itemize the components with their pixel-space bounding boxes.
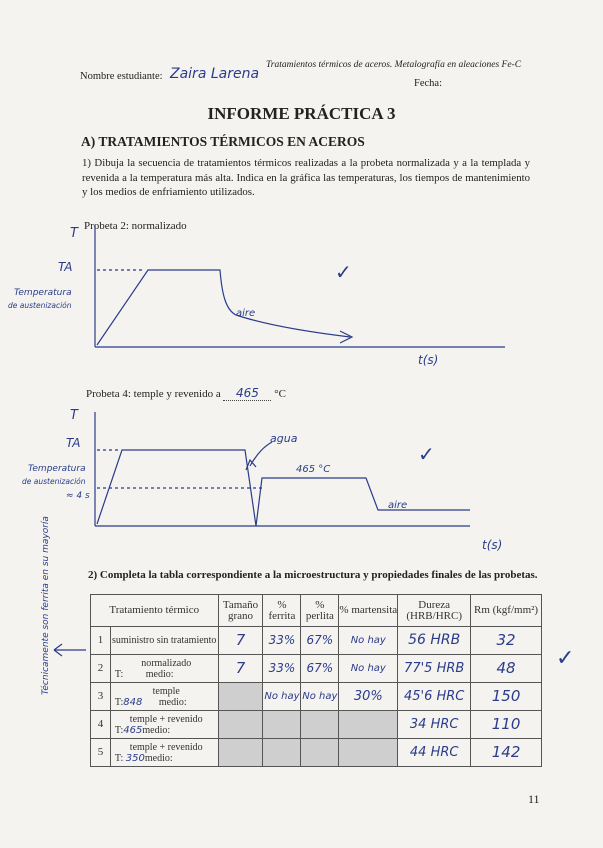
- row-treatment: normalizado: [141, 657, 192, 669]
- row-treatment: temple + revenido: [129, 741, 203, 753]
- graph1-medium: aire: [236, 308, 256, 319]
- graph2-side-note-1: Temperatura: [28, 464, 86, 474]
- margin-arrow: [50, 630, 90, 660]
- cell-grain: 7: [218, 655, 263, 683]
- page-number: 11: [528, 792, 540, 806]
- table-row: [91, 711, 542, 739]
- question-2: 2) Completa la tabla correspondiente a la microestructura y propiedades finales de las probetas.: [88, 569, 538, 581]
- graph2-caption-value: 465: [223, 386, 271, 401]
- row-treatment-cell: [110, 683, 218, 711]
- cell-ferrita: [263, 711, 301, 739]
- graph2-x-label: t(s): [482, 538, 503, 552]
- graph1-curve: [97, 270, 350, 345]
- row-t-label: T:: [114, 724, 124, 736]
- graph2-ta-label: TA: [66, 436, 81, 450]
- row-t-value: 350: [125, 752, 145, 764]
- graph2-agua-arrow: [250, 442, 272, 466]
- date-label: Fecha:: [414, 78, 442, 89]
- graph2-medium-1: agua: [270, 432, 298, 445]
- cell-dureza: 44 HRC: [398, 739, 471, 767]
- row-number: 4: [91, 711, 111, 739]
- row-t-value: 848: [123, 696, 143, 708]
- row-treatment-cell: [110, 655, 218, 683]
- header-martensita: % martensita: [339, 595, 398, 627]
- header-perlita: % perlita: [301, 595, 339, 627]
- cell-ferrita: No hay: [263, 683, 301, 711]
- row2-check-icon: ✓: [556, 646, 575, 671]
- cell-dureza: 45'6 HRC: [398, 683, 471, 711]
- cell-ferrita: [263, 739, 301, 767]
- cell-rm: 110: [471, 711, 542, 739]
- cell-dureza: 56 HRB: [398, 627, 471, 655]
- graph2-temp-label: 465 °C: [296, 464, 331, 475]
- graph2-caption-prefix: Probeta 4: temple y revenido a: [86, 388, 221, 400]
- student-name: Zaira Larena: [170, 66, 260, 82]
- cell-rm: 48: [471, 655, 542, 683]
- cell-martensita: [339, 711, 398, 739]
- graph2-y-label: T: [70, 408, 78, 423]
- row-medio-label: medio:: [145, 668, 174, 680]
- graph1-caption: Probeta 2: normalizado: [84, 220, 187, 232]
- graph1-y-label: T: [70, 226, 78, 241]
- graph2-plot: [0, 400, 603, 550]
- section-a-heading: A) TRATAMIENTOS TÉRMICOS EN ACEROS: [81, 134, 365, 149]
- header-grain: Tamaño grano: [218, 595, 263, 627]
- graph1-check-icon: ✓: [335, 260, 352, 284]
- question-1: 1) Dibuja la secuencia de tratamientos térmicos realizadas a la probeta normalizada y a la templada y revenida a la temperatura más alta. Indica en la gráfica las temperaturas, los tiempos de mantenimiento y los medios de enfriamiento utilizados.: [82, 157, 530, 198]
- row-treatment: suministro sin tratamiento: [110, 627, 218, 655]
- table-row: [91, 655, 542, 683]
- row-medio-label: medio:: [158, 696, 187, 708]
- cell-perlita: [301, 711, 339, 739]
- cell-rm: 32: [471, 627, 542, 655]
- student-label: Nombre estudiante:: [80, 71, 163, 82]
- header-ferrita: % ferrita: [263, 595, 301, 627]
- cell-rm: 150: [471, 683, 542, 711]
- graph2-caption: [86, 386, 286, 401]
- cell-dureza: 34 HRC: [398, 711, 471, 739]
- row-number: 5: [91, 739, 111, 767]
- page-title: INFORME PRÁCTICA 3: [207, 104, 396, 123]
- graph1-ta-label: TA: [58, 260, 73, 274]
- row-treatment-cell: [110, 739, 218, 767]
- cell-martensita: No hay: [339, 627, 398, 655]
- graph2-medium-2: aire: [388, 500, 408, 511]
- row-medio-label: medio:: [144, 752, 173, 764]
- graph1-side-note-1: Temperatura: [14, 288, 72, 298]
- table-row: [91, 683, 542, 711]
- cell-martensita: No hay: [339, 655, 398, 683]
- cell-perlita: No hay: [301, 683, 339, 711]
- document-subtitle: Tratamientos térmicos de aceros. Metalografía en aleaciones Fe-C: [266, 60, 522, 70]
- row-treatment: temple: [152, 685, 180, 697]
- graph1-plot: [0, 215, 603, 375]
- cell-perlita: 67%: [301, 627, 339, 655]
- row-treatment: temple + revenido: [129, 713, 203, 725]
- table-row: [91, 627, 542, 655]
- row-number: 1: [91, 627, 111, 655]
- margin-note: Técnicamente son ferrita en su mayoría: [41, 516, 51, 695]
- graph2-check-icon: ✓: [418, 442, 435, 466]
- cell-perlita: [301, 739, 339, 767]
- cell-grain: [218, 739, 263, 767]
- cell-ferrita: 33%: [263, 655, 301, 683]
- cell-martensita: 30%: [339, 683, 398, 711]
- row-t-label: T:: [114, 668, 124, 680]
- row-number: 3: [91, 683, 111, 711]
- cell-dureza: 77'5 HRB: [398, 655, 471, 683]
- row-number: 2: [91, 655, 111, 683]
- header-rm: Rm (kgf/mm²): [471, 595, 542, 627]
- graph1-side-note-2: de austenización: [8, 301, 72, 310]
- cell-grain: 7: [218, 627, 263, 655]
- row-t-label: T:: [114, 752, 124, 764]
- graph1-x-label: t(s): [418, 353, 439, 367]
- cell-grain: [218, 683, 263, 711]
- cell-ferrita: 33%: [263, 627, 301, 655]
- table-row: [91, 739, 542, 767]
- header-treatment: Tratamiento térmico: [91, 595, 219, 627]
- cell-martensita: [339, 739, 398, 767]
- row-t-value: 465: [123, 724, 143, 736]
- header-dureza: Dureza (HRB/HRC): [398, 595, 471, 627]
- cell-perlita: 67%: [301, 655, 339, 683]
- cell-rm: 142: [471, 739, 542, 767]
- row-t-label: T:: [114, 696, 124, 708]
- graph2-caption-unit: °C: [274, 388, 286, 400]
- graph2-side-note-3: ≈ 4 s: [66, 491, 90, 501]
- table-header-row: [91, 595, 542, 627]
- graph2-side-note-2: de austenización: [22, 477, 86, 486]
- properties-table: [90, 594, 542, 767]
- row-medio-label: medio:: [142, 724, 171, 736]
- cell-grain: [218, 711, 263, 739]
- row-treatment-cell: [110, 711, 218, 739]
